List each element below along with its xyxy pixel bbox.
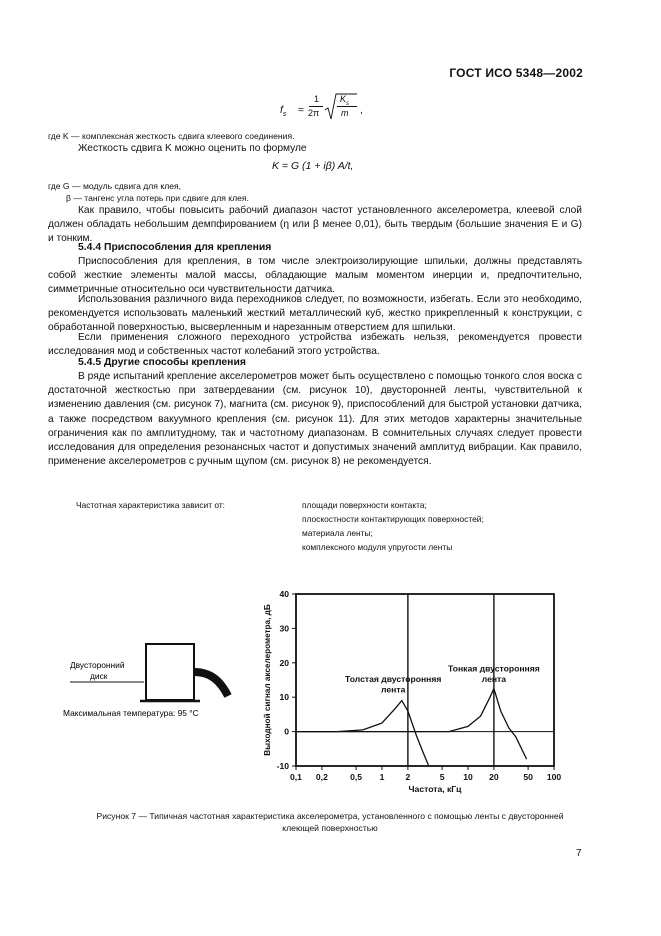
dependency-label: Частотная характеристика зависит от: bbox=[76, 500, 226, 510]
para-glue: Как правило, чтобы повысить рабочий диапазон частот установленного акселерометра, клеевой слой должен обладать небольшим демпфированием (η или β менее 0,01), быть твердым (большие значения E и G) и тонким. bbox=[48, 205, 582, 245]
para-544a: Приспособления для крепления, в том числе электроизолирующие шпильки, должны представлять собой жесткие элементы малой массы, обладающие малым моментом инерции и, предпочтительно, симметричные относительно оси чувствительности датчика. bbox=[48, 256, 582, 296]
dependency-list bbox=[302, 498, 484, 554]
x-tick-label: 0,5 bbox=[350, 772, 363, 782]
list-item: площади поверхности контакта; bbox=[302, 500, 427, 510]
thick-tape-label-line1: Толстая двусторонняя bbox=[345, 674, 442, 685]
x-tick-label: 0,2 bbox=[315, 772, 328, 782]
thick-tape-label-line2: лента bbox=[381, 684, 406, 695]
x-tick-label: 1 bbox=[379, 772, 385, 782]
mounting-sketch bbox=[60, 640, 260, 730]
x-tick-label: 2 bbox=[405, 772, 411, 782]
frequency-chart bbox=[258, 588, 568, 802]
list-item: комплексного модуля упругости ленты bbox=[302, 542, 453, 552]
y-tick-label: -10 bbox=[276, 761, 289, 771]
formula-shear: K = G (1 + iβ) A/t, bbox=[272, 160, 354, 172]
x-tick-label: 100 bbox=[546, 772, 562, 782]
list-item: плоскостности контактирующих поверхностей; bbox=[302, 514, 484, 524]
x-tick-label: 5 bbox=[439, 772, 445, 782]
tape-label-line2: диск bbox=[90, 671, 108, 681]
y-tick-label: 20 bbox=[279, 657, 289, 668]
where-g: где G — модуль сдвига для клея, bbox=[48, 181, 182, 191]
para-545: В ряде испытаний крепление акселерометров может быть осуществлено с помощью тонкого слоя воска с достаточной жесткостью при затвердевании (см. рисунок 10), двусторонней ленты, чувствительной к изменению давления (см. рисунок 7), магнита (см. рисунок 9), приспособлений для быстрой установки датчика, а также посредством вакуумного крепления (см. рисунок 11). Для этих методов характерны значительные ограничения как по амплитудному, так и частотному диапазонам. В сомнительных случаях следует провести исследования для определения резонансных частот и допустимых значений амплитуд вибрации. Как правило, применение акселерометров с ручным щупом (см. рисунок 8) не рекомендуется. bbox=[48, 371, 582, 468]
para-544c: Если применения сложного переходного устройства избежать нельзя, рекомендуется провести исследования мод и собственных частот колебаний этого устройства. bbox=[48, 332, 582, 358]
max-temp-label: Максимальная температура: 95 °С bbox=[63, 708, 199, 718]
y-axis-label: Выходной сигнал акселерометра, дБ bbox=[263, 604, 272, 756]
where-beta: β — тангенс угла потерь при сдвиге для клея. bbox=[66, 193, 249, 203]
para-544b: Использования различного вида переходников следует, по возможности, избегать. Если это необходимо, рекомендуется использовать маленький жесткий металлический куб, жестко прикрепленный к конструкции, с обработанной поверхностью, высверленным и нарезанным отверстием для шпильки. bbox=[48, 294, 582, 334]
thin-tape-label-line2: лента bbox=[481, 674, 507, 685]
x-tick-label: 20 bbox=[489, 772, 499, 782]
x-axis-label: Частота, кГц bbox=[408, 784, 462, 794]
page-number: 7 bbox=[576, 848, 582, 859]
series-line-thick-tape bbox=[296, 701, 429, 766]
shear-intro: Жесткость сдвига K можно оценить по формуле bbox=[78, 143, 307, 154]
x-tick-label: 10 bbox=[463, 772, 473, 782]
accelerometer-block bbox=[146, 644, 194, 700]
cable bbox=[194, 672, 228, 696]
x-tick-label: 0,1 bbox=[290, 772, 302, 782]
y-tick-label: 30 bbox=[279, 623, 289, 634]
section-5-4-4: 5.4.4 Приспособления для крепления bbox=[78, 242, 272, 253]
list-item: материала ленты; bbox=[302, 528, 373, 538]
section-5-4-5: 5.4.5 Другие способы крепления bbox=[78, 357, 246, 368]
thin-tape-label-line1: Тонкая двусторонняя bbox=[448, 663, 540, 674]
x-tick-label: 50 bbox=[523, 772, 533, 782]
y-tick-label: 40 bbox=[279, 589, 289, 599]
y-tick-label: 0 bbox=[284, 726, 289, 737]
y-tick-label: 10 bbox=[279, 692, 289, 703]
series-line-thin-tape bbox=[296, 689, 527, 760]
where-ks: где K — комплексная жесткость сдвига клеевого соединения. bbox=[48, 131, 295, 141]
page-header: ГОСТ ИСО 5348—2002 bbox=[449, 66, 583, 80]
tape-label-line1: Двусторонний bbox=[70, 660, 125, 670]
formula-resonance: $f_s$ ≈ 1 2π $K_s$ m , bbox=[280, 94, 363, 119]
figure-caption: Рисунок 7 — Типичная частотная характеристика акселерометра, установленного с помощью ленты с двусторонней клеющей поверхностью bbox=[96, 811, 564, 833]
